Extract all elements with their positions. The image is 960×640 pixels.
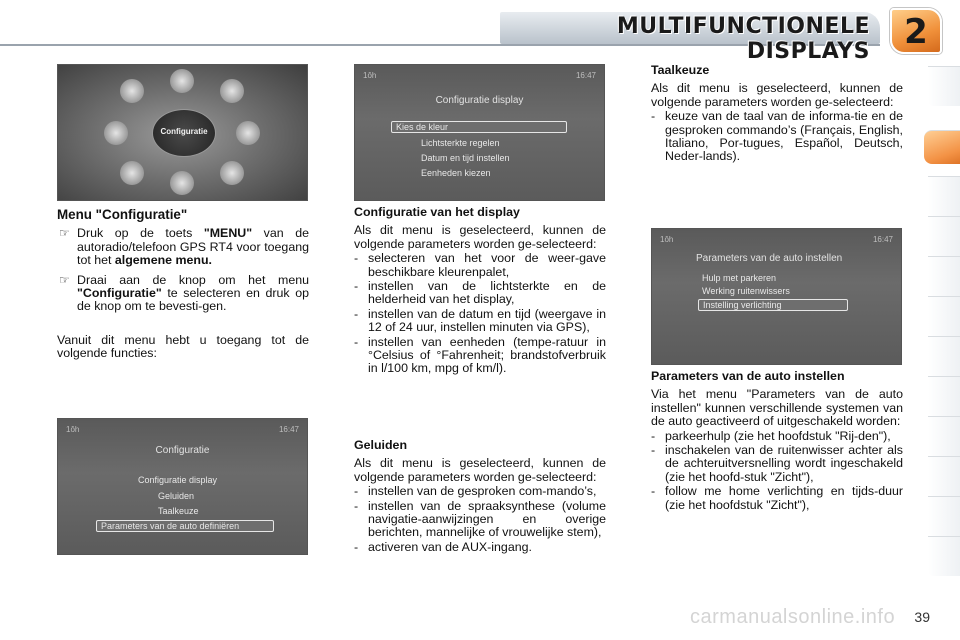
language-section bbox=[651, 64, 903, 165]
lcd-title: Configuratie bbox=[155, 445, 210, 456]
chapter-tab bbox=[928, 216, 960, 256]
step-text-part: van de autoradio/telefoon GPS RT4 voor toegang tot het bbox=[77, 226, 309, 268]
dash-marker: - bbox=[651, 109, 656, 124]
center-label: Configuratie bbox=[160, 127, 208, 136]
warning-icon bbox=[170, 69, 194, 93]
list-item bbox=[354, 500, 606, 540]
list-item-text: keuze van de taal van de informa-tie en de gesproken commando’s (Français, English, Italiano, Por-tugues, Español, Deutsch, Neder-lands). bbox=[665, 109, 903, 164]
list-item-text: instellen van de datum en tijd (weergave in 12 of 24 uur, instellen minuten via GPS), bbox=[368, 306, 606, 335]
list-item-text: instellen van de lichtsterkte en de helderheid van het display, bbox=[368, 279, 606, 307]
step-text bbox=[77, 274, 309, 314]
list-item-text: selecteren van het voor de weer-gave beschikbare kleurenpalet, bbox=[368, 251, 606, 279]
ring-icon bbox=[170, 171, 194, 195]
dash-marker: - bbox=[651, 428, 656, 443]
section-intro: Als dit menu is geselecteerd, kunnen de volgende parameters worden ge-selecteerd: bbox=[354, 456, 606, 484]
lcd-status-clock: 16:47 bbox=[575, 71, 596, 80]
vehicle-params-section bbox=[651, 370, 903, 513]
lcd-menu-item: Lichtsterkte regelen bbox=[421, 138, 500, 148]
configuratie-menu-section bbox=[57, 208, 309, 362]
ring-icon bbox=[120, 79, 144, 103]
lcd-title: Parameters van de auto instellen bbox=[696, 253, 843, 264]
menu-screen-photo bbox=[57, 64, 308, 201]
section-heading: Taalkeuze bbox=[651, 63, 710, 77]
list-item-text: activeren van de AUX-ingang. bbox=[368, 539, 532, 554]
dash-marker: - bbox=[354, 334, 359, 349]
instruction-step bbox=[57, 227, 309, 267]
section-intro: Via het menu "Parameters van de auto instellen" kunnen verschillende systemen van de auto geactiveerd of uitgeschakeld worden: bbox=[651, 387, 903, 429]
section-intro: Als dit menu is geselecteerd, kunnen de volgende parameters worden ge-selecteerd: bbox=[651, 81, 903, 109]
settings-icon bbox=[220, 161, 244, 185]
lcd-menu-item: Werking ruitenwissers bbox=[702, 286, 790, 296]
step-menu-name: "Configuratie" bbox=[77, 286, 162, 301]
chapter-tab bbox=[928, 336, 960, 376]
step-text-part: Draai aan de knop om het menu bbox=[77, 272, 309, 287]
vehicle-params-screen bbox=[651, 228, 902, 365]
lcd-status-clock: 16:47 bbox=[872, 235, 893, 244]
lcd-menu-item: Geluiden bbox=[158, 491, 195, 501]
list-item bbox=[651, 430, 903, 443]
chapter-tab bbox=[928, 536, 960, 576]
chapter-tab-active bbox=[924, 130, 960, 164]
lcd-title: Configuratie display bbox=[435, 95, 524, 106]
lcd-status-bar bbox=[66, 425, 299, 435]
dash-marker: - bbox=[651, 484, 656, 499]
chapter-tab bbox=[928, 66, 960, 106]
page-header bbox=[0, 0, 960, 62]
chapter-tab bbox=[928, 456, 960, 496]
phone-icon bbox=[220, 79, 244, 103]
section-intro: Als dit menu is geselecteerd, kunnen de volgende parameters worden ge-selecteerd: bbox=[354, 223, 606, 251]
chapter-number: 2 bbox=[904, 12, 928, 52]
lcd-menu-item: Taalkeuze bbox=[158, 506, 199, 516]
list-item bbox=[354, 336, 606, 376]
chapter-tabs bbox=[928, 66, 960, 576]
list-item-text: instellen van de spraaksynthese (volume navigatie-aanwijzingen en overige berichten, mannelijke of vrouwelijke stem), bbox=[368, 498, 606, 540]
step-emphasis: algemene menu. bbox=[114, 253, 212, 268]
dash-marker: - bbox=[354, 251, 359, 266]
dash-marker: - bbox=[354, 279, 359, 294]
chapter-tab bbox=[928, 256, 960, 296]
chapter-tab bbox=[928, 416, 960, 456]
step-text-part: Druk op de toets bbox=[77, 226, 204, 241]
chapter-tab bbox=[928, 376, 960, 416]
list-item-text: instellen van de gesproken com-mando’s, bbox=[368, 484, 597, 499]
step-text bbox=[77, 227, 309, 267]
dash-marker: - bbox=[354, 498, 359, 513]
list-item-text: instellen van eenheden (tempe-ratuur in °Celsius of °Fahrenheit; brandstofverbruik in l/100 km, mpg of km/l). bbox=[368, 334, 606, 376]
dash-marker: - bbox=[354, 306, 359, 321]
section-heading: Parameters van de auto instellen bbox=[651, 369, 845, 383]
lcd-menu-item: Configuratie display bbox=[138, 475, 218, 485]
step-key-name: "MENU" bbox=[203, 226, 253, 241]
list-item bbox=[354, 541, 606, 554]
lcd-status-bar bbox=[363, 71, 596, 81]
lcd-menu-item-selected: Parameters van de auto definiëren bbox=[96, 520, 274, 532]
lcd-menu-item: Hulp met parkeren bbox=[702, 273, 777, 283]
tools-icon bbox=[120, 161, 144, 185]
list-item bbox=[651, 444, 903, 484]
chapter-badge bbox=[890, 8, 942, 54]
lcd-menu-item: Datum en tijd instellen bbox=[421, 153, 510, 163]
list-item bbox=[354, 280, 606, 307]
display-config-section bbox=[354, 206, 606, 377]
lcd-status-clock: 16:47 bbox=[278, 425, 299, 434]
dash-marker: - bbox=[354, 539, 359, 554]
sound-section bbox=[354, 439, 606, 555]
dash-marker: - bbox=[354, 484, 359, 499]
instruction-step bbox=[57, 274, 309, 314]
center-selector bbox=[152, 109, 216, 157]
lcd-status-left: 1ôh bbox=[363, 71, 377, 80]
list-item bbox=[354, 308, 606, 335]
section-heading: Geluiden bbox=[354, 438, 408, 452]
list-item bbox=[354, 252, 606, 279]
list-item-text: inschakelen van de ruitenwisser achter als de achteruitversnelling wordt ingeschakeld (zie het hoofd-stuk "Zicht"), bbox=[665, 443, 903, 484]
lcd-status-left: 1ôh bbox=[66, 425, 80, 434]
lcd-menu-item-selected: Kies de kleur bbox=[391, 121, 567, 133]
step-text-part: te selecteren en druk op de knop om te bevesti-gen. bbox=[77, 286, 309, 314]
pointing-hand-icon: ☞ bbox=[59, 226, 70, 241]
section-heading: Menu "Configuratie" bbox=[57, 207, 188, 222]
page-number: 39 bbox=[914, 609, 930, 625]
lcd-menu-item: Eenheden kiezen bbox=[421, 168, 491, 178]
display-config-screen bbox=[354, 64, 605, 201]
list-item bbox=[651, 110, 903, 164]
lcd-status-left: 1ôh bbox=[660, 235, 674, 244]
lcd-status-bar bbox=[660, 235, 893, 245]
chapter-tab bbox=[928, 296, 960, 336]
section-heading: Configuratie van het display bbox=[354, 205, 520, 219]
list-item-text: parkeerhulp (zie het hoofdstuk "Rij-den"), bbox=[665, 428, 891, 443]
navigation-icon bbox=[104, 121, 128, 145]
list-item bbox=[354, 485, 606, 498]
lcd-menu-item-selected: Instelling verlichting bbox=[698, 299, 848, 311]
chapter-tab bbox=[928, 176, 960, 216]
ring-icon bbox=[236, 121, 260, 145]
pointing-hand-icon: ☞ bbox=[59, 272, 70, 287]
watermark: carmanualsonline.info bbox=[690, 606, 896, 628]
dash-marker: - bbox=[651, 443, 656, 458]
list-item-text: follow me home verlichting en tijds-duur (zie het hoofdstuk "Zicht"), bbox=[665, 484, 903, 512]
chapter-tab bbox=[928, 496, 960, 536]
page-title: MULTIFUNCTIONELE DISPLAYS bbox=[616, 14, 870, 64]
list-item bbox=[651, 485, 903, 512]
section-outro: Vanuit dit menu hebt u toegang tot de volgende functies: bbox=[57, 332, 309, 361]
config-menu-screen bbox=[57, 418, 308, 555]
